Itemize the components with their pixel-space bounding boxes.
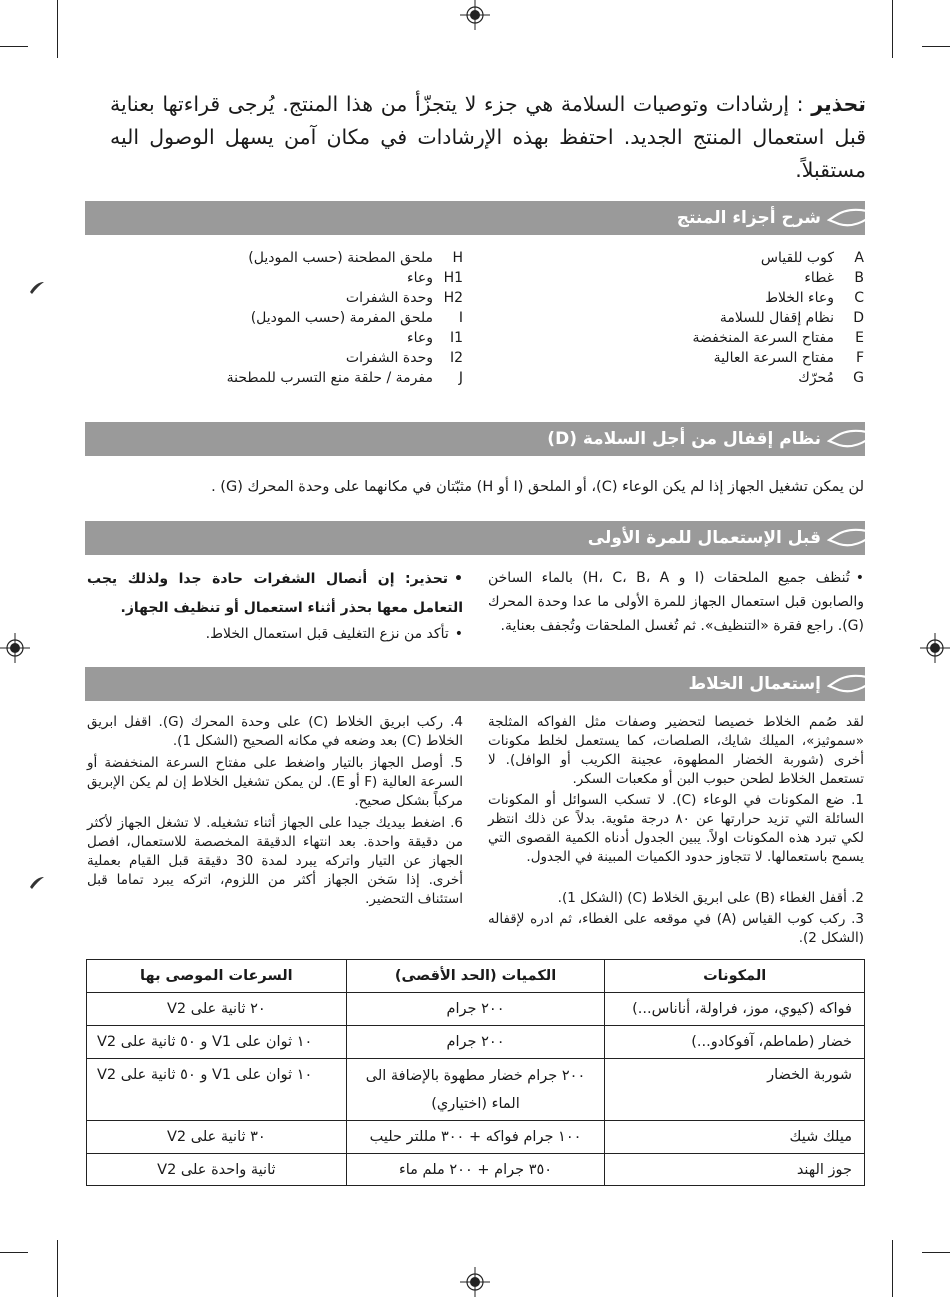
table-cell: ٢٠ ثانية على V2 [87,993,347,1026]
section-arrow-icon [827,207,869,229]
use-step-4: 4. ركب ابريق الخلاط (C) على وحدة المحرك (G). اقفل ابريق الخلاط (C) بعد وضعه في مكانه الصحيح (الشكل 1). [87,714,463,749]
crop-mark [57,0,58,58]
packaging-bullet: • تأكد من نزع التغليف قبل استعمال الخلاط. [87,623,463,645]
table-header: الكميات (الحد الأقصى) [346,960,605,993]
warning-label: تحذير [811,92,866,116]
parts-list-right [564,248,864,388]
table-cell: ميلك شيك [605,1121,865,1154]
list-item: Hملحق المطحنة (حسب الموديل) [248,250,463,266]
table-cell: ١٠ ثوان على V1 و ٥٠ ثانية على V2 [87,1059,347,1121]
list-item: Eمفتاح السرعة المنخفضة [692,330,864,346]
lock-text: لن يمكن تشغيل الجهاز إذا لم يكن الوعاء (C)، أو الملحق (I أو H) مثبّتان في مكانهما على وحدة المحرك (G) . [211,479,864,495]
section-band-lock [85,422,865,456]
blade-warning: • تحذير: إن أنصال الشفرات حادة جدا ولذلك يجب التعامل معها بحذر أثناء استعمال أو تنظيف الجهاز. [87,565,463,623]
crop-mark [922,46,950,47]
use-step-2: 2. أقفل الغطاء (B) على ابريق الخلاط (C) (الشكل 1). [557,890,864,906]
section-arrow-icon [827,673,869,695]
list-item: H1وعاء [407,270,463,286]
use-intro: لقد صُمم الخلاط خصيصا لتحضير وصفات مثل الفواكه المثلجة «سموثيز»، الميلك شايك، الصلصات، كما يستعمل لخلط مكونات أخرى (شوربة الخضار المطهوة، عجينة الكريب أو الوافل). لا تستعمل الخلاط لطحن حبوب البن أو مكعبات السكر. [488,714,864,787]
table-cell: ثانية واحدة على V2 [87,1154,347,1186]
table-cell: ١٠٠ جرام فواكه + ٣٠٠ مللتر حليب [346,1121,605,1154]
list-item: Bغطاء [804,270,864,286]
registration-mark-icon [0,633,30,663]
table-cell: شوربة الخضار [605,1059,865,1121]
section-band-use [85,667,865,701]
use-step-1: 1. ضع المكونات في الوعاء (C). لا تسكب السوائل أو المكونات السائلة التي تزيد حرارتها عن ٨٠ درجة مئوية. بدلاً عن ذلك انتظر لكي تبرد هذه المكونات اولاً. يبين الجدول أدناه الكمية القصوى التي يسمح باستعمالها. لا تتجاوز حدود الكميات المبينة في الجدول. [488,792,864,865]
list-item: Iملحق المفرمة (حسب الموديل) [250,310,463,326]
crop-mark [892,1240,893,1297]
crop-mark [0,46,28,47]
list-item: I2وحدة الشفرات [345,350,463,366]
table-cell: جوز الهند [605,1154,865,1186]
list-item: I1وعاء [407,330,463,346]
section-title-parts: شرح أجزاء المنتج [676,208,821,228]
section-title-use: إستعمال الخلاط [688,674,821,694]
table-cell: خضار (طماطم، آفوكادو...) [605,1026,865,1059]
safety-warning [110,88,866,187]
table-cell: ١٠ ثوان على V1 و ٥٠ ثانية على V2 [87,1026,347,1059]
quantities-table [86,959,865,1186]
list-item: Fمفتاح السرعة العالية [713,350,864,366]
cleaning-bullet: • تُنظف جميع الملحقات (I و H، C، B، A) بالماء الساخن والصابون قبل استعمال الجهاز للمرة الأولى ما عدا وحدة المحرك (G). راجع فقرة «التنظيف». ثم تُغسل الملحقات وتُجفف بعناية. [488,566,864,638]
section-title-lock: نظام إقفال من أجل السلامة (D) [547,429,821,449]
crop-mark [57,1240,58,1297]
table-header: المكونات [605,960,865,993]
table-cell: ٣٥٠ جرام + ٢٠٠ ملم ماء [346,1154,605,1186]
crop-mark [922,1252,950,1253]
table-row [87,1154,865,1186]
use-step-3: 3. ركب كوب القياس (A) في موقعه على الغطاء، ثم ادره لإقفاله (الشكل 2). [488,911,864,946]
list-item: Dنظام إقفال للسلامة [719,310,864,326]
table-cell: ٢٠٠ جرام [346,993,605,1026]
parts-list-left [163,248,463,388]
margin-arrow-icon [28,278,46,296]
crop-mark [892,0,893,58]
section-band-first-use [85,521,865,555]
table-row [87,1059,865,1121]
section-arrow-icon [827,428,869,450]
list-item: Aكوب للقياس [760,250,864,266]
list-item: Jمفرمة / حلقة منع التسرب للمطحنة [226,370,463,386]
list-item: Cوعاء الخلاط [765,290,864,306]
table-cell: ٣٠ ثانية على V2 [87,1121,347,1154]
table-row [87,993,865,1026]
section-title-first-use: قبل الإستعمال للمرة الأولى [587,528,821,548]
registration-mark-icon [460,0,490,30]
section-arrow-icon [827,527,869,549]
list-item: H2وحدة الشفرات [345,290,463,306]
warning-text: : إرشادات وتوصيات السلامة هي جزء لا يتجزّأ من هذا المنتج. يُرجى قراءتها بعناية قبل استعمال المنتج الجديد. احتفظ بهذه الإرشادات في مكان آمن يسهل الوصول اليه مستقبلاً. [110,92,866,182]
table-row [87,1026,865,1059]
table-cell: فواكه (كيوي، موز، فراولة، أناناس...) [605,993,865,1026]
table-cell: ٢٠٠ جرام [346,1026,605,1059]
table-cell: ٢٠٠ جرام خضار مطهوة بالإضافة الى الماء (اختياري) [346,1059,605,1121]
table-header-row [87,960,865,993]
section-band-parts [85,201,865,235]
margin-arrow-icon [28,873,46,891]
registration-mark-icon [920,633,950,663]
table-row [87,1121,865,1154]
list-item: Gمُحرّك [798,370,864,386]
crop-mark [0,1252,28,1253]
use-step-6: 6. اضغط بيديك جيدا على الجهاز أثناء تشغيله. لا تشغل الجهاز لأكثر من دقيقة واحدة. بعد انتهاء الدقيقة المخصصة للاستعمال، افصل الجهاز عن التيار واتركه يبرد لمدة 30 دقيقة قبل القيام بعملية أخرى. إذا سَخن الجهاز أكثر من اللزوم، اتركه يبرد تماما قبل استئناف التحضير. [87,815,463,907]
use-step-5: 5. أوصل الجهاز بالتيار واضغط على مفتاح السرعة المنخفضة أو السرعة العالية (F أو E). لن يمكن تشغيل الخلاط إن لم يكن الإبريق مركباً بشكل صحيح. [87,755,463,809]
table-header: السرعات الموصى بها [87,960,347,993]
registration-mark-icon [460,1267,490,1297]
